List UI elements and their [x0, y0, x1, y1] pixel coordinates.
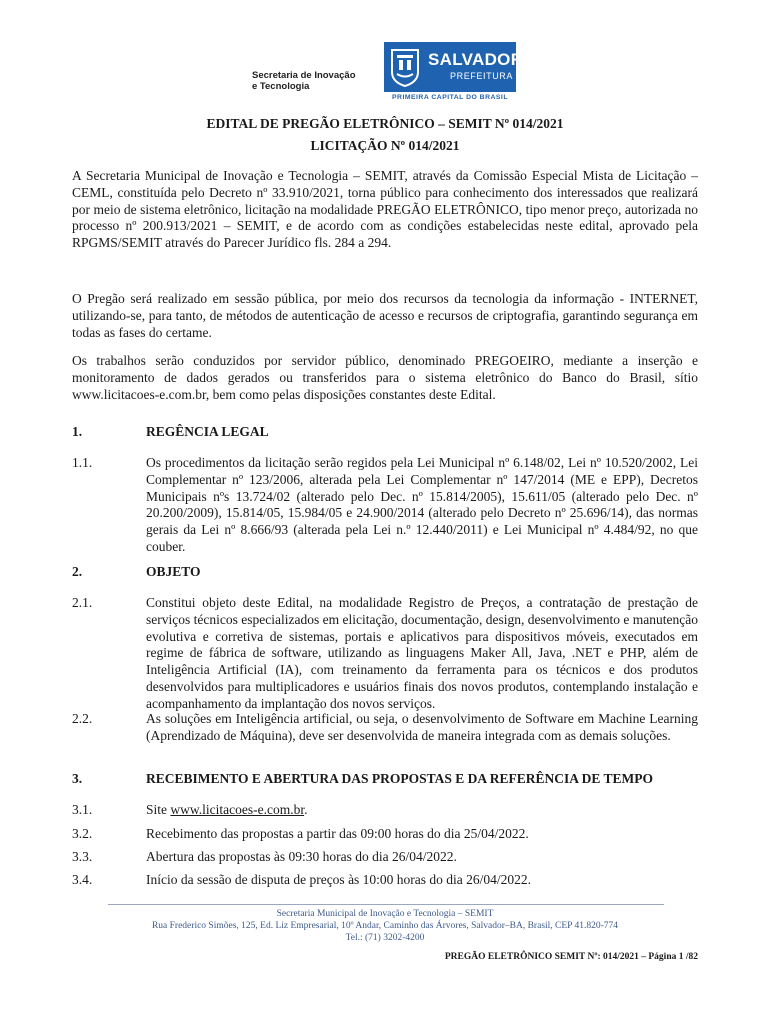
clause-number: 3.1. — [72, 802, 93, 817]
trabalhos-paragraph: Os trabalhos serão conduzidos por servidor público, denominado PREGOEIRO, mediante a inserção e monitoramento de dados gerados ou transferidos para o sistema eletrônico do Banco do Brasil, sítio www.licitacoes-e.com.br, bem como pelas disposições constantes deste Edital. — [72, 353, 698, 402]
secretaria-line2: e Tecnologia — [252, 81, 310, 92]
footer-secretaria: Secretaria Municipal de Inovação e Tecnologia – SEMIT — [276, 909, 494, 919]
clause-number: 3.4. — [72, 872, 93, 887]
city-emblem-icon — [388, 46, 422, 88]
clause-number: 2.2. — [72, 711, 93, 726]
clause-text: Abertura das propostas às 09:30 horas do dia 26/04/2022. — [146, 849, 457, 864]
footer-divider — [108, 904, 664, 905]
licitacao-title: LICITAÇÃO Nº 014/2021 — [310, 138, 460, 153]
page-number: PREGÃO ELETRÔNICO SEMIT Nº: 014/2021 – Página 1 /82 — [444, 952, 698, 962]
clause-number: 3.2. — [72, 826, 93, 841]
section-title: OBJETO — [146, 564, 201, 579]
section-number: 3. — [72, 771, 83, 786]
section-number: 1. — [72, 424, 83, 439]
clause-text: Recebimento das propostas a partir das 09:00 horas do dia 25/04/2022. — [146, 826, 529, 841]
footer-address: Rua Frederico Simões, 125, Ed. Liz Empresarial, 10º Andar, Caminho das Árvores, Salvador–BA, Brasil, CEP 41.820-774 — [151, 921, 619, 931]
clause-text: As soluções em Inteligência artificial, ou seja, o desenvolvimento de Software em Machine Learning (Aprendizado de Máquina), deve ser desenvolvida de maneira integrada com as demais soluções. — [146, 711, 698, 743]
intro-paragraph: A Secretaria Municipal de Inovação e Tecnologia – SEMIT, através da Comissão Especial Mista de Licitação – CEML, constituída pelo Decreto nº 33.910/2021, torna público para conhecimento dos interessados que realizará por meio de sistema eletrônico, licitação na modalidade PREGÃO ELETRÔNICO, tipo menor preço, autorizada no processo nº 200.913/2021 – SEMIT, e de acordo com as condições estabelecidas neste edital, aprovado pela RPGMS/SEMIT através do Parecer Jurídico fls. 284 a 294. — [72, 168, 698, 251]
secretaria-line1: Secretaria de Inovação — [252, 70, 356, 81]
section-title: REGÊNCIA LEGAL — [146, 424, 269, 439]
salvador-subtitle: PREFEITURA — [450, 71, 514, 81]
pregao-paragraph: O Pregão será realizado em sessão pública, por meio dos recursos da tecnologia da informação - INTERNET, utilizando-se, para tanto, de métodos de autenticação de acesso e recursos de criptografia, garantindo segurança em todas as fases do certame. — [72, 291, 698, 340]
secretaria-logo — [252, 70, 356, 92]
edital-title: EDITAL DE PREGÃO ELETRÔNICO – SEMIT Nº 014/2021 — [206, 116, 564, 131]
salvador-tagline: PRIMEIRA CAPITAL DO BRASIL — [392, 94, 508, 101]
clause-number: 2.1. — [72, 595, 93, 610]
header — [252, 42, 524, 106]
clause-text: Constitui objeto deste Edital, na modalidade Registro de Preços, a contratação de prestação de serviços técnicos especializados em elicitação, documentação, design, desenvolvimento e manutenção evolutiva e corretiva de sistemas, portais e aplicativos para dispositivos móveis, executados em regime de fábrica de software, utilizando as linguagens Maker All, Java, .NET e PHP, além de Inteligência Artificial (IA), com treinamento da ferramenta para os técnicos e dos produtos desenvolvidos para multiplicadores e usuários finais dos novos produtos, contemplando instalação e acompanhamento da implantação dos novos serviços. — [146, 595, 698, 711]
clause-number: 3.3. — [72, 849, 93, 864]
footer-phone: Tel.: (71) 3202-4200 — [345, 933, 425, 943]
clause-text — [146, 802, 698, 819]
salvador-title: SALVADOR — [428, 50, 524, 69]
clause-number: 1.1. — [72, 455, 93, 470]
section-number: 2. — [72, 564, 83, 579]
section-title: RECEBIMENTO E ABERTURA DAS PROPOSTAS E DA REFERÊNCIA DE TEMPO — [146, 771, 653, 786]
site-prefix: Site — [146, 802, 171, 817]
clause-text: Os procedimentos da licitação serão regidos pela Lei Municipal nº 6.148/02, Lei nº 10.520/2002, Lei Complementar nº 123/2006, alterada pela Lei Complementar nº 147/2014 (ME e EPP), Decretos Municipais nºs 13.724/02 (alterado pelo Dec. nº 15.814/2005), 15.611/05 (alterado pelo Dec. nº 20.200/2009), 15.814/05, 15.984/05 e 24.900/2014 (alterado pelo Decreto nº 25.696/14), das normas gerais da Lei nº 8.666/93 (alterada pela Lei n.º 12.440/2011) e Lei Municipal nº 4.484/92, no que couber. — [146, 455, 698, 554]
clause-text: Início da sessão de disputa de preços às 10:00 horas do dia 26/04/2022. — [146, 872, 532, 887]
salvador-logo — [384, 42, 524, 92]
licitacoes-link[interactable]: www.licitacoes-e.com.br — [170, 802, 305, 817]
site-suffix: . — [304, 802, 308, 817]
